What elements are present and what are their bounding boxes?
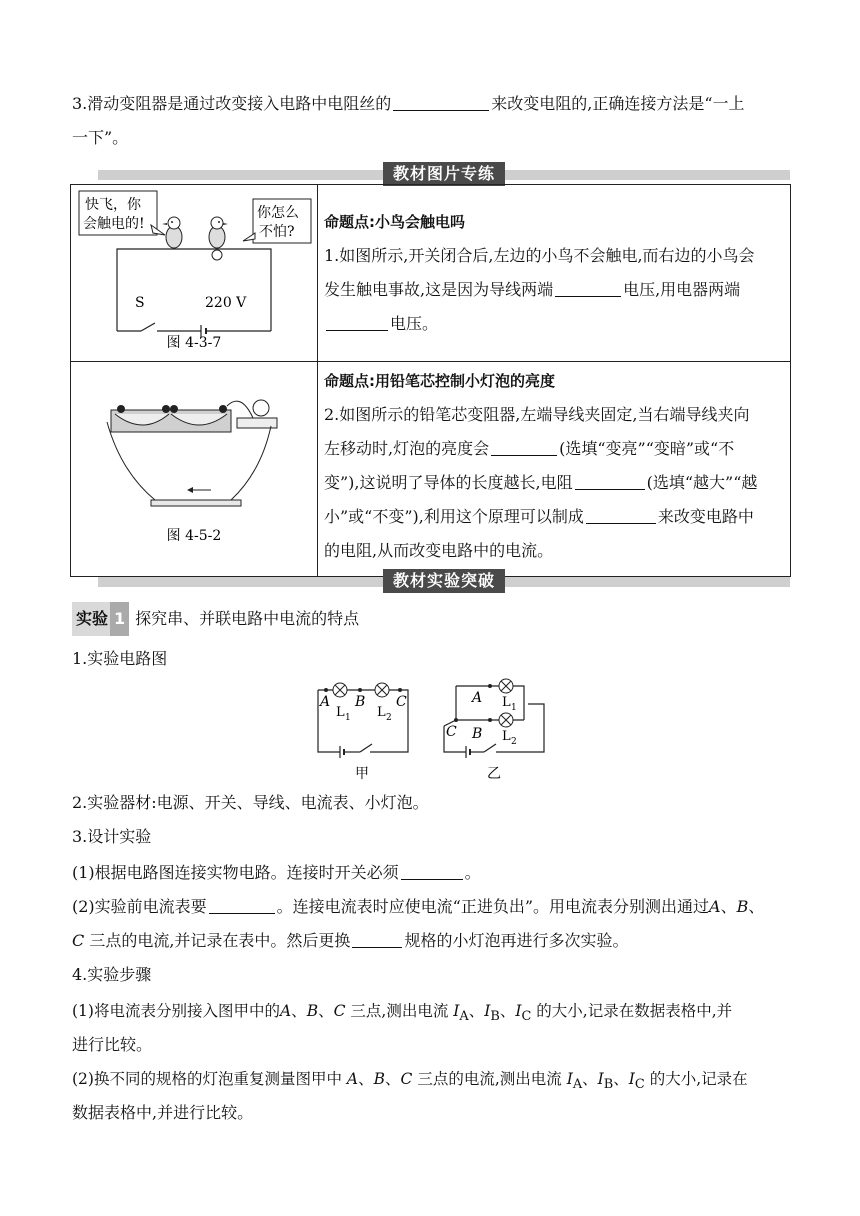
circuit-wire <box>496 704 544 752</box>
step-text: 规格的小灯泡再进行多次实验。 <box>404 931 629 950</box>
step-text: 、 <box>291 1002 307 1020</box>
figure-caption: 图 4-3-7 <box>166 335 222 351</box>
experiment-number: 1 <box>110 602 129 636</box>
step-text: 、 <box>748 897 765 916</box>
step-text: (2)换不同的规格的灯泡重复测量图甲中 <box>72 1070 347 1088</box>
step-text: 、 <box>385 1070 401 1088</box>
bird-right-icon <box>209 217 228 248</box>
figure-caption: 图 4-5-2 <box>166 528 222 544</box>
lamp-subscript: 1 <box>345 713 351 723</box>
step-text: (1)将电流表分别接入图甲中的 <box>72 1002 280 1020</box>
node-dot <box>488 718 492 722</box>
step-text: 。连接电流表时应使电流“正进负出”。用电流表分别测出通过 <box>276 897 710 916</box>
lamp-label: L <box>377 705 386 720</box>
experiment-circuits <box>300 676 560 786</box>
speech-bubble-tail <box>151 225 165 235</box>
battery-board <box>151 500 241 506</box>
bubble-right-text-2: 不怕? <box>259 224 295 240</box>
current-symbol: I <box>628 1070 635 1088</box>
circuit-wire <box>117 249 271 331</box>
intro-text-c: 一下”。 <box>72 128 129 147</box>
table-row <box>71 185 791 362</box>
node-dot <box>324 688 328 692</box>
answer-blank[interactable] <box>586 503 656 524</box>
step-text: 、 <box>582 1070 598 1088</box>
picture-exercise-table <box>70 184 791 577</box>
clip-icon <box>219 405 227 413</box>
point-label: A <box>709 897 721 916</box>
question-text: 左移动时,灯泡的亮度会 <box>324 439 490 458</box>
current-subscript: B <box>603 1077 614 1093</box>
step-text: 、 <box>468 1002 485 1020</box>
point-label: C <box>400 1070 413 1088</box>
experiment-label: 实验 <box>72 602 110 636</box>
question-cell <box>318 362 791 577</box>
point-label-B: B <box>355 694 366 710</box>
question-text: 1.如图所示,开关闭合后,左边的小鸟不会触电,而右边的小鸟会 <box>324 246 755 265</box>
question-text: 来改变电路中 <box>657 507 754 526</box>
current-subscript: C <box>634 1077 645 1093</box>
subheading-steps: 4.实验步骤 <box>72 965 152 984</box>
design-step-1 <box>72 856 792 890</box>
question-text: 的电阻,从而改变电路中的电流。 <box>324 541 554 560</box>
lamp-L1-icon <box>499 679 513 693</box>
procedure-step-2-cont: 数据表格中,并进行比较。 <box>72 1103 254 1122</box>
switch-icon <box>360 744 372 752</box>
step-text: 、 <box>318 1002 334 1020</box>
section-header-bar <box>98 164 790 183</box>
circuit-wire <box>231 426 271 500</box>
lamp-subscript: 2 <box>386 713 392 723</box>
point-label: B <box>373 1070 385 1088</box>
point-label: B <box>306 1002 319 1020</box>
bubble-left-text-2: 会触电的! <box>83 216 145 232</box>
step-text: 、 <box>613 1070 629 1088</box>
answer-blank[interactable] <box>326 310 388 331</box>
point-label: A <box>279 1002 292 1020</box>
question-text: (选填“越大”“越 <box>646 473 758 492</box>
intro-line-1 <box>72 87 792 121</box>
node-dot <box>488 684 492 688</box>
point-label: B <box>736 897 749 916</box>
step-text: 三点的电流,测出电流 <box>412 1070 567 1088</box>
clip-icon <box>170 405 178 413</box>
design-step-2-cont <box>72 924 792 958</box>
lamp-label: L <box>336 705 345 720</box>
point-label: C <box>333 1002 346 1020</box>
current-subscript: A <box>459 1009 469 1025</box>
figure-cell <box>71 185 318 362</box>
circuit-caption: 乙 <box>487 766 501 782</box>
light-bulb-icon <box>212 250 222 260</box>
lamp-subscript: 1 <box>511 703 517 713</box>
node-dot <box>398 688 402 692</box>
current-symbol: I <box>484 1002 491 1020</box>
section-header-bar <box>98 571 790 590</box>
question-text: 发生触电事故,这是因为导线两端 <box>324 280 554 299</box>
bubble-right-text-1: 你怎么 <box>257 205 299 221</box>
step-text: 、 <box>358 1070 374 1088</box>
step-text: 的大小,记录在数据表格中,并 <box>531 1002 733 1020</box>
question-text: 小”或“不变”),利用这个原理可以制成 <box>324 507 584 526</box>
circuit-wire <box>107 422 155 500</box>
step-text: 的大小,记录在 <box>644 1070 748 1088</box>
point-label: A <box>346 1070 359 1088</box>
switch-icon <box>484 744 496 752</box>
lamp-L2-icon <box>375 683 389 697</box>
experiment-title: 探究串、并联电路中电流的特点 <box>135 609 360 628</box>
point-label-C: C <box>396 694 407 710</box>
switch-label: S <box>135 295 145 311</box>
point-label-C: C <box>446 724 457 740</box>
step-text: 。 <box>464 863 481 882</box>
intro-text-a: 3.滑动变阻器是通过改变接入电路中电阻丝的 <box>72 94 392 113</box>
section-title: 教材图片专练 <box>383 162 505 186</box>
pencil-rheostat-figure <box>71 362 317 566</box>
arrow-left-icon <box>187 487 193 493</box>
section-title: 教材实验突破 <box>383 569 505 593</box>
answer-blank[interactable] <box>491 435 557 456</box>
current-subscript: B <box>490 1009 500 1025</box>
point-label: C <box>72 931 85 950</box>
lamp-label: L <box>502 695 511 710</box>
question-text: 电压,用电器两端 <box>623 280 741 299</box>
current-symbol: I <box>566 1070 573 1088</box>
subheading-design: 3.设计实验 <box>72 827 152 846</box>
step-text: (2)实验前电流表要 <box>72 897 207 916</box>
lamp-subscript: 2 <box>511 737 517 747</box>
current-symbol: I <box>453 1002 460 1020</box>
node-dot <box>358 688 362 692</box>
equipment-line: 2.实验器材:电源、开关、导线、电流表、小灯泡。 <box>72 793 429 812</box>
switch-icon <box>141 323 155 331</box>
lamp-L1-icon <box>333 683 347 697</box>
question-text: 电压。 <box>390 314 439 333</box>
table-row <box>71 362 791 577</box>
question-text: (选填“变亮”“变暗”或“不 <box>559 439 735 458</box>
intro-line-2 <box>72 121 792 155</box>
design-step-2 <box>72 890 792 924</box>
speech-bubble-tail <box>243 233 255 241</box>
answer-blank[interactable] <box>555 276 621 297</box>
step-text: 三点,测出电流 <box>345 1002 454 1020</box>
circuit-jia <box>318 683 408 782</box>
answer-blank[interactable] <box>209 893 275 914</box>
answer-blank[interactable] <box>575 469 645 490</box>
light-bulb-icon <box>253 400 269 416</box>
answer-blank[interactable] <box>393 90 489 111</box>
experiment-heading <box>72 602 792 636</box>
subheading-circuit: 1.实验电路图 <box>72 649 168 668</box>
step-text: 、 <box>499 1002 516 1020</box>
clip-icon <box>162 405 170 413</box>
step-text: (1)根据电路图连接实物电路。连接时开关必须 <box>72 863 399 882</box>
topic-label: 命题点:小鸟会触电吗 <box>324 213 465 231</box>
figure-cell <box>71 362 318 577</box>
question-text: 2.如图所示的铅笔芯变阻器,左端导线夹固定,当右端导线夹向 <box>324 405 750 424</box>
current-symbol: I <box>597 1070 604 1088</box>
lamp-L2-icon <box>499 713 513 727</box>
answer-blank[interactable] <box>352 927 402 948</box>
procedure-step-1-cont: 进行比较。 <box>72 1035 153 1054</box>
answer-blank[interactable] <box>401 859 463 880</box>
point-label-B: B <box>472 726 483 742</box>
voltage-label: 220 V <box>205 295 247 311</box>
current-symbol: I <box>515 1002 522 1020</box>
node-dot <box>454 718 458 722</box>
step-text: 、 <box>720 897 737 916</box>
bird-left-icon <box>162 217 182 248</box>
lamp-label: L <box>502 729 511 744</box>
circuit-yi <box>444 679 544 782</box>
current-subscript: A <box>572 1077 583 1093</box>
point-label-A: A <box>320 694 331 710</box>
bubble-left-text-1: 快飞，你 <box>85 197 141 213</box>
topic-label: 命题点:用铅笔芯控制小灯泡的亮度 <box>324 372 556 390</box>
point-label-A: A <box>472 690 483 706</box>
circuit-caption: 甲 <box>355 766 369 782</box>
intro-text-b: 来改变电阻的,正确连接方法是“一上 <box>491 94 745 113</box>
question-text: 变”),这说明了导体的长度越长,电阻 <box>324 473 573 492</box>
birds-circuit-figure <box>71 185 317 357</box>
current-subscript: C <box>521 1009 532 1025</box>
clip-icon <box>117 405 125 413</box>
question-cell <box>318 185 791 362</box>
step-text: 三点的电流,并记录在表中。然后更换 <box>84 931 351 950</box>
